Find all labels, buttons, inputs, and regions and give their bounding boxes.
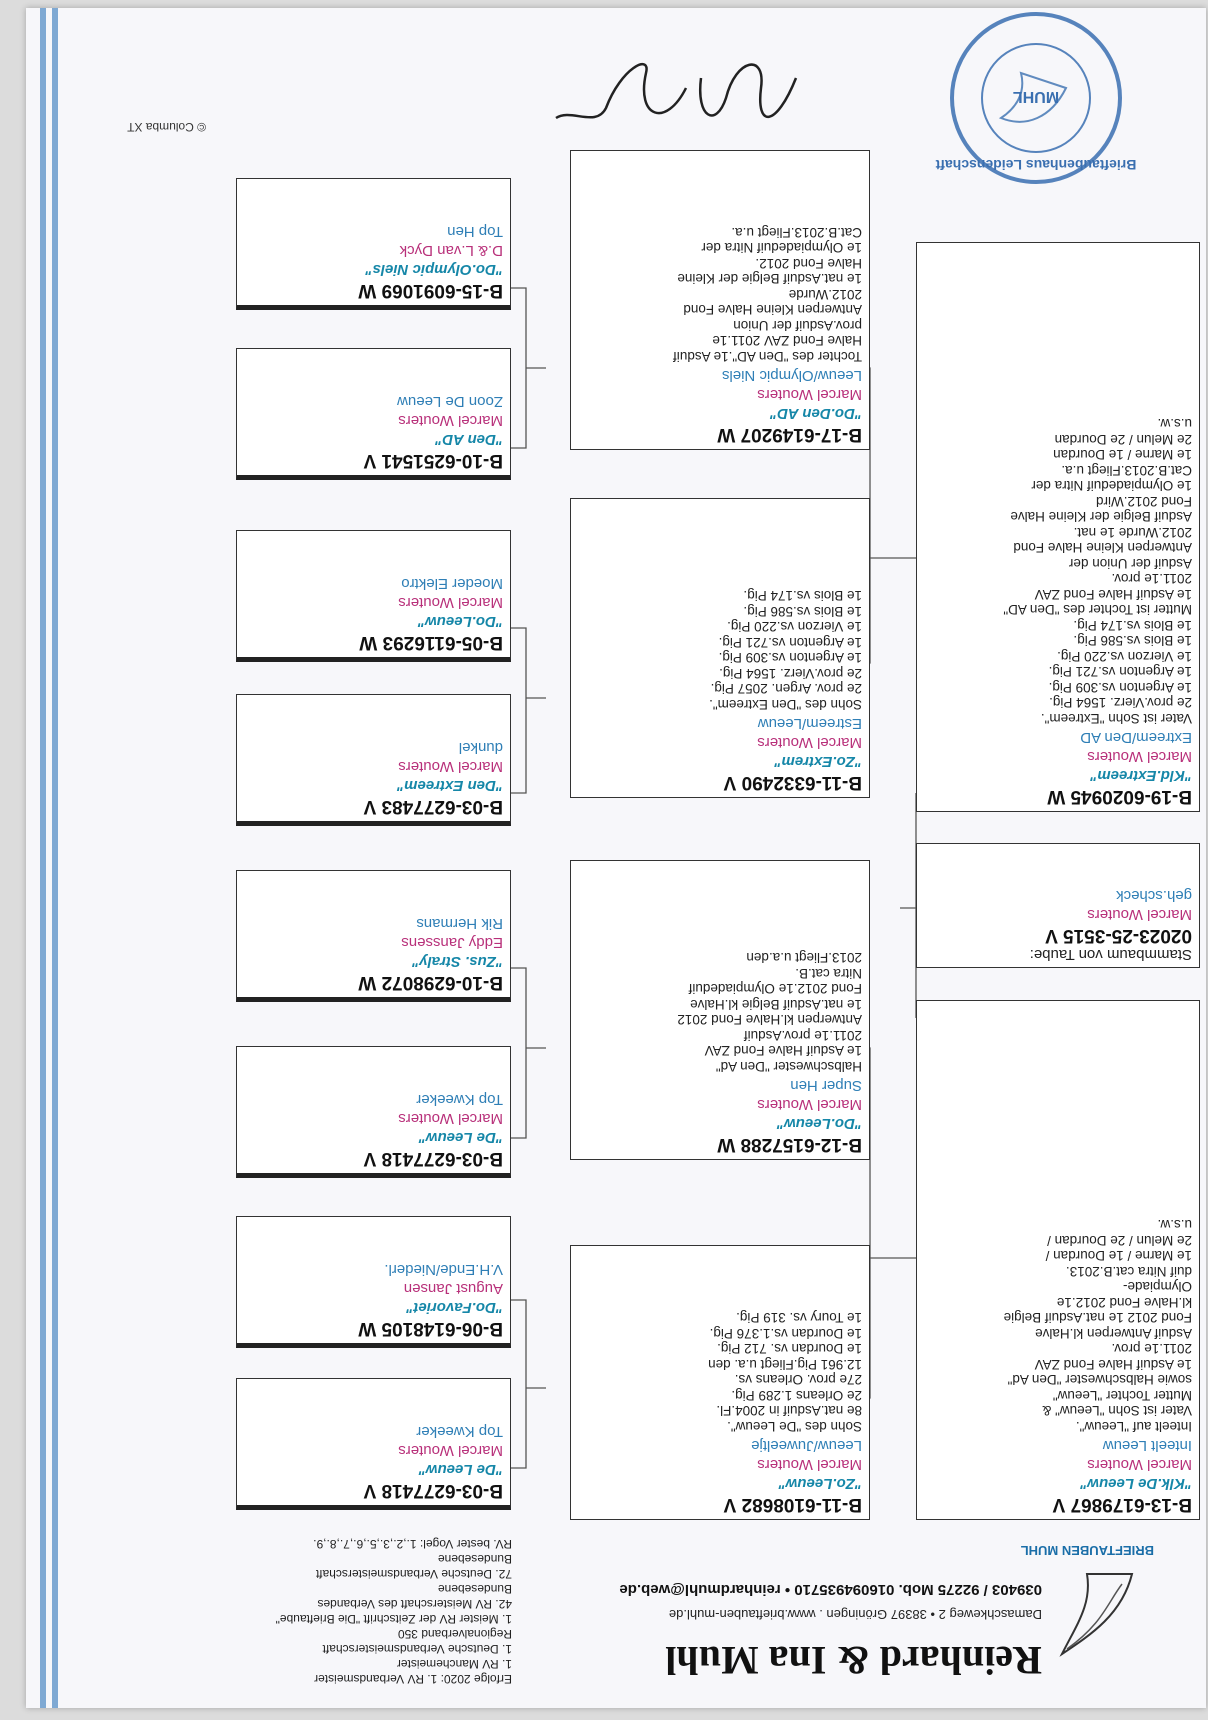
note-line: Vater ist Sohn "Extreem". <box>1040 711 1192 726</box>
note-line: 1e Toury vs. 319 Pig. <box>736 1310 862 1326</box>
bloodline: dunkel <box>458 739 503 756</box>
signature-icon <box>546 38 806 148</box>
note-line: Cat.B.2013.Fliegt u.a. <box>1061 463 1192 478</box>
note-line: Antwerpen Kleine Halve Fond <box>683 302 862 318</box>
ring-number: B-03-6277483 V <box>363 796 503 817</box>
note-line: 1e Argenton vs.721 Pig. <box>718 635 862 650</box>
pigeon-name: "De Leeuw" <box>418 1461 503 1478</box>
note-line: 1e Blois vs.174 Pig. <box>1073 618 1192 633</box>
note-line: Asduif Belgie der Kleine Halve <box>1010 509 1192 525</box>
ring-number: B-12-6157288 W <box>717 1134 862 1155</box>
note-line: Nitra cat.B. <box>795 966 862 981</box>
note-line: u.s.w. <box>1157 1217 1192 1233</box>
note-line: 2e Orleans 1.289 Pig. <box>731 1388 862 1403</box>
pigeon-name: "Zo.Extrem" <box>774 753 862 770</box>
note-line: Sohn des "De Leeuw". <box>727 1419 862 1434</box>
note-line: 2e Melun / 2e Dourdan / <box>1047 1233 1192 1248</box>
great-grandparent-card <box>236 530 511 662</box>
note-line: 1e Blois vs.586 Pig. <box>743 604 862 619</box>
logo-text: BRIEFTAUBEN MUHL <box>1020 1543 1154 1558</box>
ring-number: B-19-6020945 W <box>1047 786 1192 807</box>
pigeon-name: "Do.Leeuw" <box>417 613 503 630</box>
breeder: Marcel Wouters <box>398 758 503 775</box>
achievement-line: Regionalverband 350 <box>397 1627 512 1641</box>
note-line: Fond 2012 1e nat.Asduif Belgie <box>1003 1310 1192 1326</box>
contact-line: 039403 / 92275 Mob. 01609493571​0 • reinhardmuhl@web.de <box>619 1581 1042 1598</box>
achievement-line: 42. RV Meisterschaft des Verbandes <box>317 1597 512 1611</box>
great-grandparent-card <box>236 870 511 1002</box>
note-line: 2013.Fliegt u.a.den <box>746 950 862 966</box>
pigeon-name: "Do.Olympic Niels" <box>365 261 503 278</box>
note-line: Fond 2012.Wird <box>1095 494 1192 509</box>
breeder: D.& L.van Dyck <box>399 242 503 259</box>
breeder: Marcel Wouters <box>1087 1456 1192 1473</box>
ring-number: B-03-6277418 V <box>363 1148 503 1169</box>
bloodline: Leeuw/Juweeltje <box>751 1437 862 1454</box>
breeder: Marcel Wouters <box>398 412 503 429</box>
bloodline: Rik Hermans <box>416 915 503 932</box>
note-line: 2e Melun / 2e Dourdan <box>1054 432 1192 447</box>
note-line: Cat.B.2013.Fliegt u.a. <box>731 225 862 240</box>
stamp-center: MUHL <box>1012 88 1060 105</box>
breeder: Marcel Wouters <box>757 734 862 751</box>
pigeon-name: "Zus. Straly" <box>412 953 503 970</box>
bloodline: Estreem/Leeuw <box>757 715 862 732</box>
note-line: 1e Asduif Halve Fond ZAV <box>1034 1357 1192 1372</box>
note-line: Halve Fond 2012. <box>755 256 862 271</box>
note-line: Inteelt auf "Leeuw". <box>1075 1419 1192 1434</box>
note-line: 1e Argenton vs.721 Pig. <box>1048 664 1192 680</box>
ring-number: B-10-6298072 W <box>358 972 503 993</box>
sire-card <box>916 1000 1200 1520</box>
ring-number: B-11-6332490 V <box>723 772 862 793</box>
note-line: 2011.1e prov.Asduif <box>743 1028 862 1043</box>
breeder: August Jansen <box>403 1280 503 1297</box>
dam-card <box>916 242 1200 812</box>
bloodline: Top Hen <box>447 223 503 240</box>
notes <box>578 950 862 1074</box>
footer-credit: © Columba XT <box>127 120 206 134</box>
pigeon-name: "Klk.De Leeuw" <box>1080 1475 1192 1492</box>
note-line: 1e Olympiadeduif Nitra der <box>1031 478 1192 494</box>
club-stamp-icon <box>935 8 1137 188</box>
bloodline: Zoon De Leeuw <box>397 393 503 410</box>
ring-number: 02023-25-3515 V <box>1045 925 1192 946</box>
achievement-line: 1. RV Manchemeister <box>396 1657 512 1671</box>
breeder: Marcel Wouters <box>398 1110 503 1127</box>
achievement-line: Bundesebene <box>437 1552 512 1566</box>
note-line: Mutter ist Tochter des "Den AD" <box>1003 602 1192 618</box>
bloodline: Inteelt Leeuw <box>1102 1437 1192 1454</box>
achievement-line: 1. Meister RV der Zeitschrift "Die Brieftaube" <box>275 1612 512 1626</box>
pigeon-name: "De Leeuw" <box>418 1129 503 1146</box>
great-grandparent-card <box>236 1046 511 1178</box>
breeder: Marcel Wouters <box>1087 906 1192 923</box>
note-line: Halbschwester "Den Ad" <box>715 1059 862 1074</box>
note-line: 1e Blois vs.586 Pig. <box>1073 633 1192 649</box>
ring-number: B-10-6251541 V <box>363 450 503 471</box>
pedigree-sheet <box>26 8 1206 1708</box>
great-grandparent-card <box>236 694 511 826</box>
note-line: Halve Fond ZAV 2011.1e <box>712 333 862 349</box>
breeder: Eddy Janssens <box>401 934 503 951</box>
bloodline: Super Hen <box>790 1077 862 1094</box>
note-line: 2e prov.Vierz. 1564 Pig. <box>719 666 862 681</box>
pigeon-name: "Do.Favoriet" <box>406 1299 503 1316</box>
great-grandparent-card <box>236 178 511 310</box>
notes <box>578 588 862 712</box>
note-line: 2e prov.Vierz. 1564 Pig. <box>1049 695 1192 711</box>
pigeon-name: "Kld.Extreem" <box>1090 767 1192 784</box>
note-line: 2012.Wurde <box>788 287 862 302</box>
address: Damaschkeweg 2 • 38397 Gröningen . www.brieftauben-muhl.de <box>668 1607 1042 1622</box>
ring-number: B-05-6116293 W <box>359 632 503 653</box>
note-line: 1e Asduif Halve Fond ZAV <box>704 1043 862 1059</box>
note-line: 2011.1e prov. <box>1111 1341 1192 1357</box>
grandparent-card <box>570 150 870 450</box>
note-line: Antwerpen kl.Halve Fond 2012 <box>677 1012 862 1028</box>
achievement-line: 1. Deutsche Verbandsmeisterschaft <box>322 1642 512 1656</box>
note-line: 1e Vierzon vs.220 Pig. <box>727 619 862 635</box>
ring-number: B-17-6149207 W <box>717 424 862 445</box>
subject-card <box>916 843 1200 968</box>
breeder: Marcel Wouters <box>1087 748 1192 765</box>
note-line: 1e Blois vs.174 Pig. <box>743 588 862 604</box>
note-line: 1e Vierzon vs.220 Pig. <box>1057 649 1192 664</box>
notes <box>924 416 1192 726</box>
notes <box>578 225 862 365</box>
note-line: Vater ist Sohn "Leeuw" & <box>1042 1403 1192 1419</box>
breeder: Marcel Wouters <box>757 1096 862 1113</box>
note-line: 12.961 Pig.Fliegt u.a. den <box>708 1357 862 1372</box>
note-line: 1e Marne / 1e Dourdan / <box>1045 1248 1192 1264</box>
note-line: sowie Halbschwester "Den Ad" <box>1007 1372 1192 1388</box>
breeder: Marcel Wouters <box>757 386 862 403</box>
note-line: Fond 2012.1e Olympiadeduif <box>688 981 862 997</box>
note-line: u.s.w. <box>1157 416 1192 432</box>
pigeon-name: "Zo.Leeuw" <box>778 1475 862 1492</box>
note-line: 1e Marne / 1e Dourdan <box>1053 447 1192 463</box>
note-line: 8e nat.Asduif in 2004.Fl. <box>716 1403 862 1419</box>
ring-number: B-13-6179867 V <box>1052 1494 1192 1515</box>
achievement-line: 72. Deutsche Verbandsmeisterschaft <box>315 1567 512 1581</box>
achievement-line: RV. bester Vogel: 1.,2.,3.,5.,6.,7.,8.,9. <box>313 1537 512 1551</box>
note-line: 2012.Wurde 1e nat. <box>1073 525 1192 540</box>
great-grandparent-card <box>236 348 511 480</box>
note-line: Tochter des "Den AD".1e Asduif <box>673 349 862 364</box>
bloodline: Leeuw/Olympic Niels <box>721 367 862 384</box>
note-line: kl.Halve Fond 2012.1e <box>1056 1295 1192 1310</box>
note-line: duif Nitra cat.B.2013. <box>1065 1264 1192 1279</box>
note-line: 1e Dourdan vs.1.376 Pig. <box>709 1326 862 1341</box>
note-line: 1e Olympiadeduif Nitra der <box>701 240 862 256</box>
notes <box>924 1217 1192 1434</box>
bloodline: Top Kweeker <box>416 1423 503 1440</box>
achievement-line: Bundesebene <box>437 1582 512 1596</box>
note-line: Antwerpen Kleine Halve Fond <box>1013 540 1192 556</box>
note-line: 2e prov. Argen. 2057 Pig. <box>710 681 862 697</box>
grandparent-card <box>570 498 870 798</box>
ring-number: B-03-6277418 V <box>363 1480 503 1501</box>
great-grandparent-card <box>236 1378 511 1510</box>
color: geh.scheck <box>1116 887 1192 904</box>
note-line: 1e nat.Asduif Belgie kl.Halve <box>690 997 862 1012</box>
note-line: 1e Argenton vs.309 Pig. <box>718 650 862 666</box>
pigeon-name: "Do.Den AD" <box>770 405 862 422</box>
page-title: Reinhard & Ina Muhl <box>665 1638 1042 1683</box>
grandparent-card <box>570 1245 870 1520</box>
notes <box>578 1310 862 1434</box>
note-line: Mutter Tochter "Leeuw" <box>1052 1388 1192 1403</box>
achievement-line: Erfolge 2020: 1. RV Verbandsmeister <box>314 1672 512 1686</box>
note-line: 1e Asduif Halve Fond ZAV <box>1034 587 1192 602</box>
note-line: 1e Dourdan vs. 712 Pig. <box>717 1341 862 1357</box>
note-line: 1e Argenton vs.309 Pig. <box>1048 680 1192 695</box>
note-line: Asduif Antwerpen kl.Halve <box>1035 1326 1192 1341</box>
pigeon-name: "Do.Leeuw" <box>776 1115 862 1132</box>
grandparent-card <box>570 860 870 1160</box>
stamp-text: Brieftaubenhaus Leidenschaft <box>935 157 1137 173</box>
note-line: prov.Asduif der Union <box>733 318 862 333</box>
note-line: Olympiade- <box>1122 1279 1192 1295</box>
ring-number: B-15-6091069 W <box>358 280 503 301</box>
note-line: 1e nat.Asduif Belgie der Kleine <box>677 271 862 287</box>
ring-number: B-06-6148105 W <box>358 1318 503 1339</box>
bloodline: Moeder Elektro <box>401 575 503 592</box>
note-line: 27e prov. Orleans vs. <box>734 1372 862 1388</box>
subject-label: Stammbaum von Taube: <box>1029 946 1192 963</box>
pigeon-name: "Den Extreem" <box>397 777 503 794</box>
breeder: Marcel Wouters <box>757 1456 862 1473</box>
note-line: Asduif der Union der <box>1068 556 1192 571</box>
ring-number: B-11-6108682 V <box>723 1494 862 1515</box>
note-line: 2011.1e prov. <box>1111 571 1192 587</box>
note-line: Sohn des "Den Extreem". <box>709 697 862 712</box>
bloodline: Top Kweeker <box>416 1091 503 1108</box>
bloodline: V.H.Ende/Niederl. <box>384 1261 503 1278</box>
breeder: Marcel Wouters <box>398 594 503 611</box>
breeder: Marcel Wouters <box>398 1442 503 1459</box>
pigeon-name: "Den AD" <box>435 431 503 448</box>
bloodline: Extreem/Den AD <box>1080 729 1192 746</box>
great-grandparent-card <box>236 1216 511 1348</box>
